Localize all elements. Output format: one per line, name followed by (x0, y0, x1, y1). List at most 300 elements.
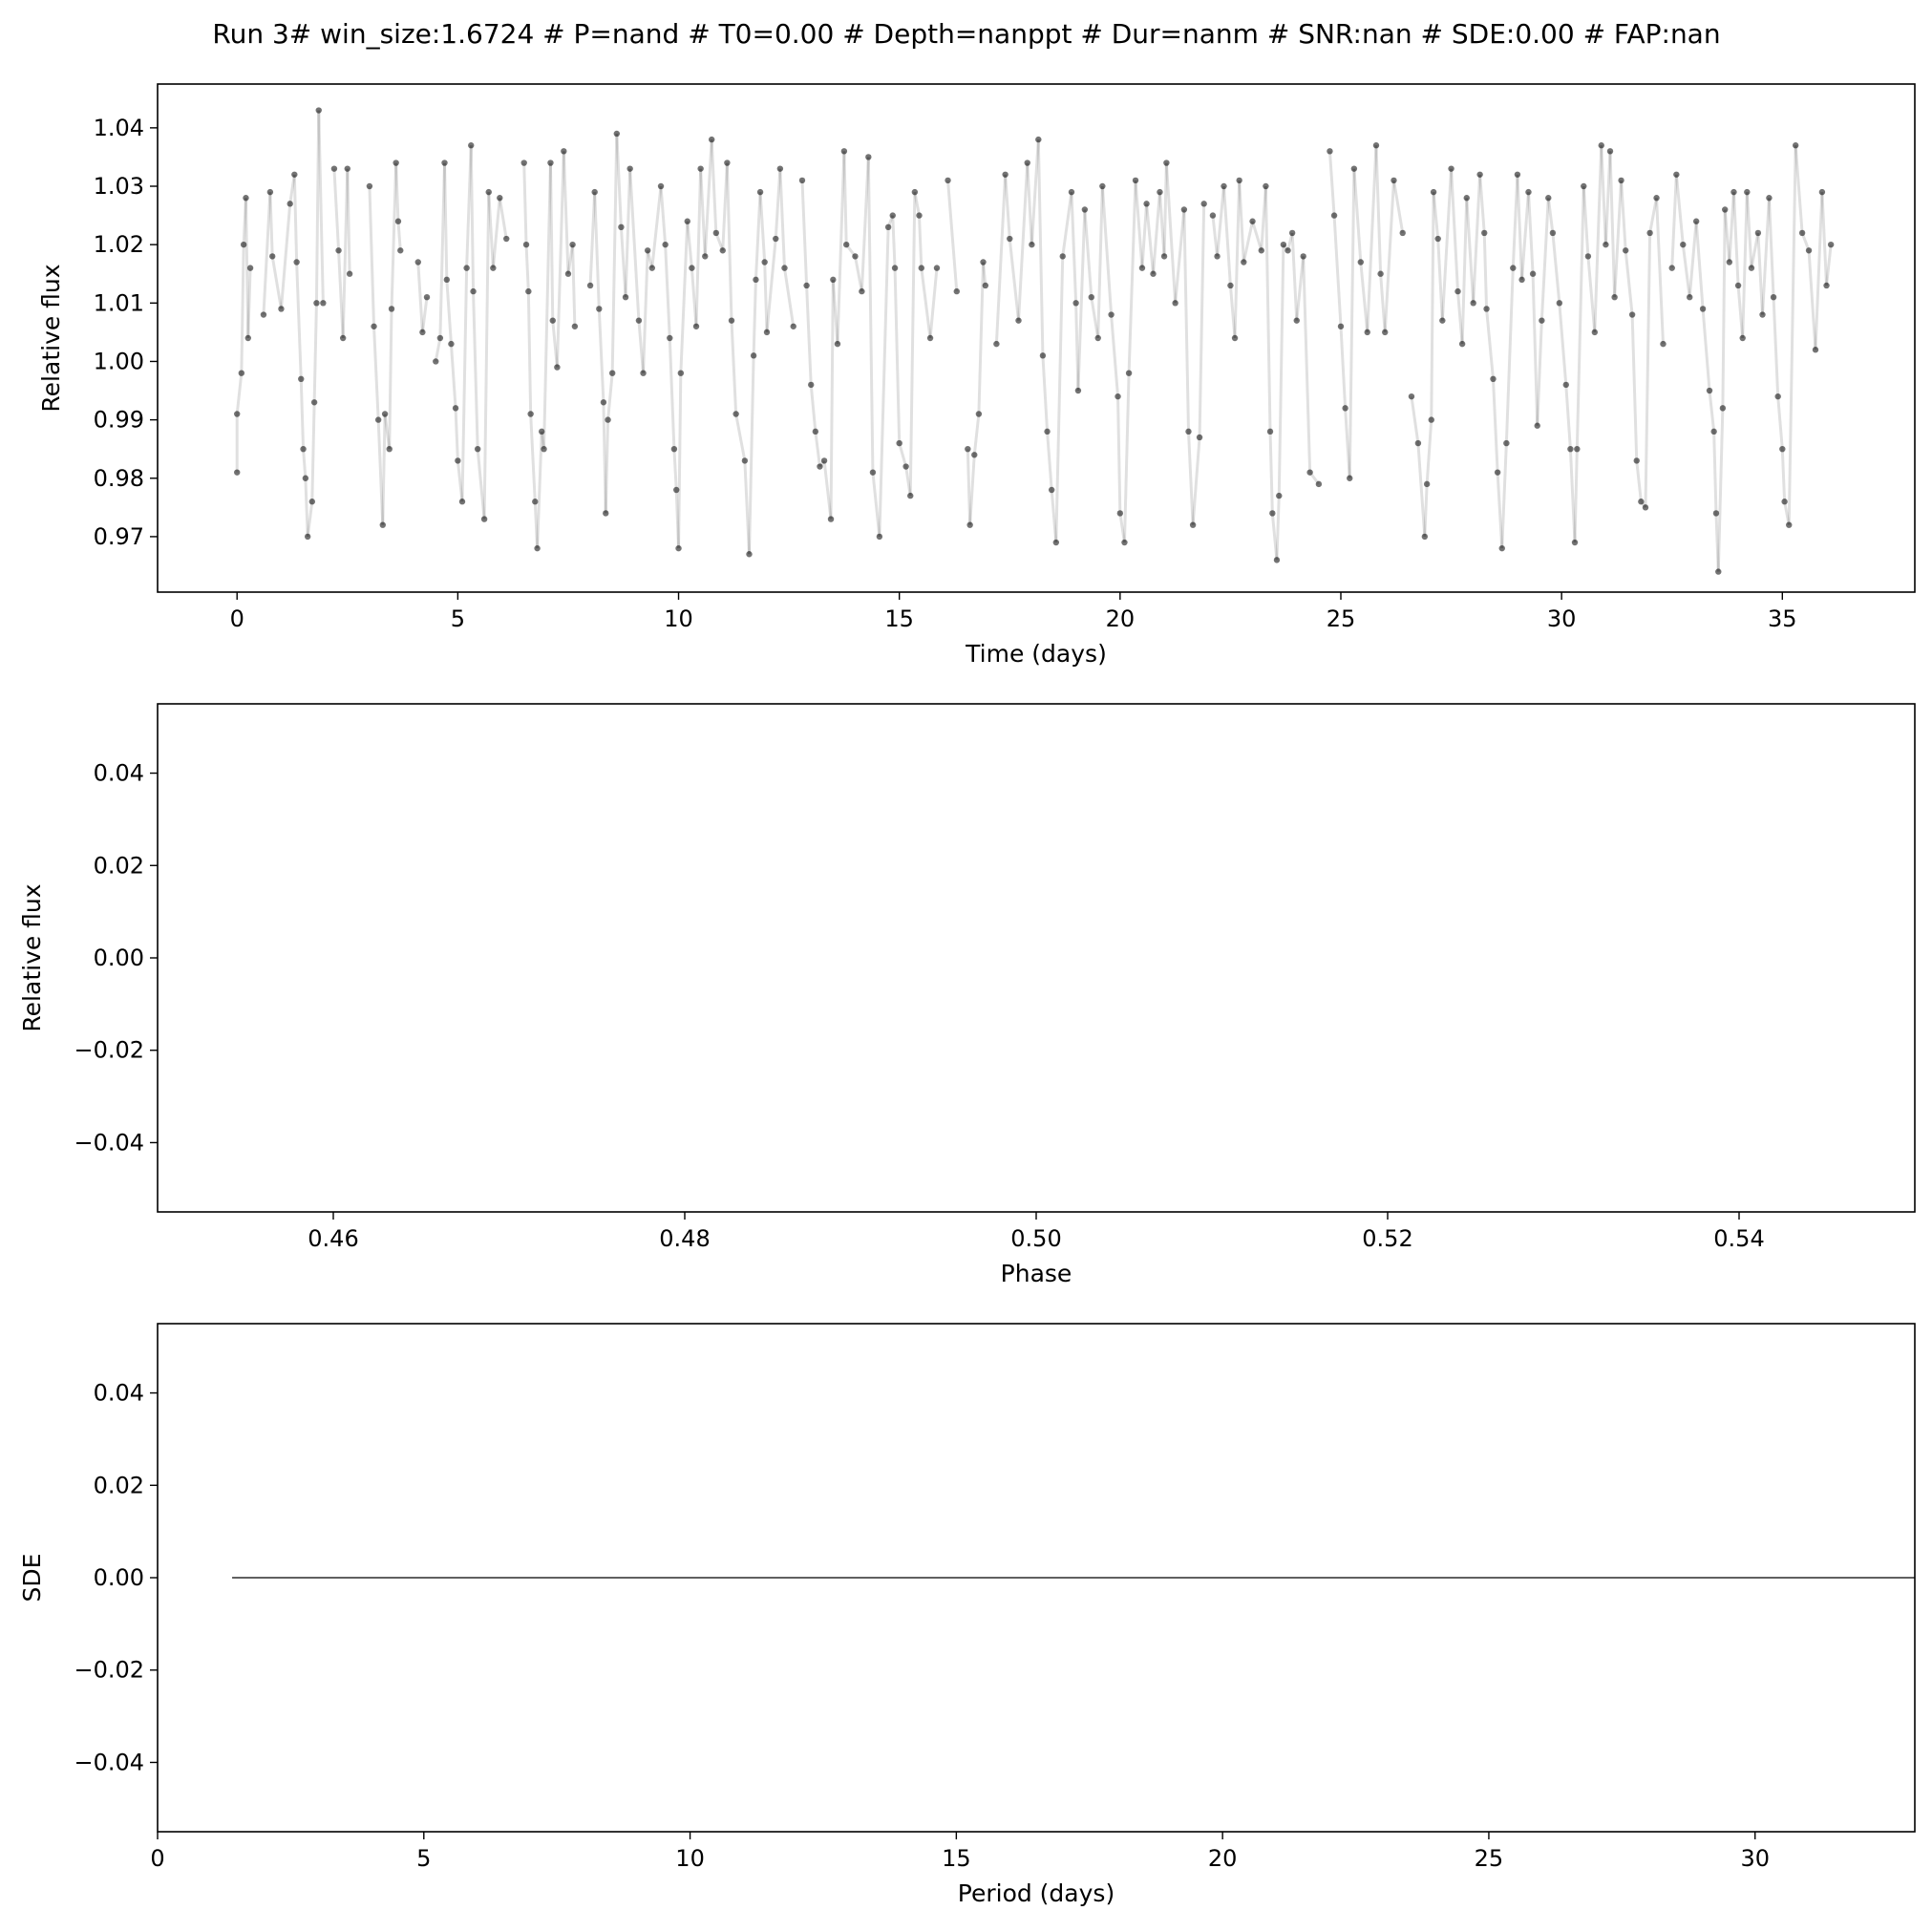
flux-data-point (1545, 195, 1551, 201)
flux-data-point (1503, 440, 1509, 446)
flux-trace-segment (557, 151, 563, 367)
flux-data-point (1720, 405, 1726, 411)
flux-data-point (720, 247, 726, 253)
flux-trace-segment (1009, 239, 1018, 321)
flux-trace-segment (1718, 408, 1723, 571)
flux-trace-segment (573, 244, 575, 327)
flux-data-point (1510, 265, 1516, 270)
flux-trace-segment (374, 327, 379, 420)
flux-data-point (424, 294, 430, 300)
flux-data-point (243, 195, 248, 201)
flux-data-point (841, 148, 847, 154)
flux-trace-segment (1541, 198, 1548, 320)
flux-data-point (572, 324, 578, 329)
flux-trace-segment (1528, 192, 1533, 274)
flux-trace-segment (612, 134, 617, 373)
light-curve-x-tick-label: 10 (664, 605, 693, 632)
flux-data-point (303, 476, 308, 481)
flux-data-point (689, 265, 694, 270)
flux-trace-segment (1672, 175, 1677, 268)
flux-data-point (1133, 178, 1138, 183)
flux-data-point (261, 311, 266, 317)
flux-data-point (1099, 183, 1105, 189)
flux-data-point (1108, 311, 1114, 317)
flux-data-point (843, 242, 849, 247)
flux-data-point (415, 259, 421, 265)
flux-trace-segment (1184, 209, 1189, 431)
flux-data-point (1550, 230, 1556, 236)
flux-data-point (1214, 253, 1220, 259)
phase-folded-x-axis-label: Phase (1000, 1260, 1072, 1287)
flux-trace-segment (272, 256, 281, 308)
flux-trace-segment (396, 163, 398, 222)
flux-data-point (1316, 481, 1322, 487)
flux-data-point (1638, 499, 1644, 504)
flux-data-point (1115, 393, 1120, 399)
flux-data-point (753, 277, 758, 283)
flux-trace-segment (1506, 268, 1513, 443)
flux-data-point (1060, 253, 1066, 259)
flux-data-point (673, 487, 679, 493)
flux-trace-segment (1136, 180, 1142, 268)
figure-title: Run 3# win_size:1.6724 # P=nand # T0=0.00 # Depth=nanppt # Dur=nanm # SNR:nan # SDE:0.00 # FAP:nan (212, 18, 1721, 50)
flux-data-point (1713, 510, 1719, 516)
flux-trace-segment (270, 192, 272, 256)
flux-trace-segment (1522, 192, 1529, 280)
flux-data-point (1089, 294, 1094, 300)
flux-data-point (835, 341, 840, 347)
flux-data-point (1095, 335, 1101, 341)
flux-data-point (803, 283, 809, 288)
flux-data-point (534, 545, 540, 551)
flux-data-point (1373, 142, 1379, 148)
flux-trace-segment (1218, 186, 1224, 256)
light-curve-y-tick-label: 1.00 (93, 348, 144, 375)
flux-data-point (455, 457, 460, 463)
flux-data-point (269, 253, 275, 259)
flux-data-point (1607, 148, 1613, 154)
flux-data-point (1300, 253, 1306, 259)
flux-trace-segment (1763, 198, 1770, 314)
flux-trace-segment (1235, 180, 1240, 338)
flux-trace-segment (1795, 145, 1802, 233)
flux-data-point (459, 499, 465, 504)
flux-trace-segment (524, 163, 526, 245)
flux-data-point (945, 178, 950, 183)
flux-data-point (983, 283, 988, 288)
flux-trace-segment (880, 227, 888, 537)
flux-trace-segment (608, 373, 613, 420)
flux-data-point (830, 277, 836, 283)
flux-trace-segment (666, 244, 670, 338)
flux-data-point (1710, 429, 1716, 435)
light-curve-x-axis-label: Time (days) (966, 640, 1107, 668)
periodogram-x-tick-label: 15 (942, 1845, 971, 1872)
flux-data-point (463, 265, 469, 270)
flux-data-point (1327, 148, 1332, 154)
flux-data-point (1294, 317, 1300, 323)
flux-data-point (934, 265, 940, 270)
light-curve-y-tick-label: 1.03 (93, 173, 144, 201)
flux-data-point (885, 224, 891, 230)
flux-data-point (1163, 159, 1169, 165)
flux-trace-segment (462, 268, 467, 502)
flux-data-point (1075, 388, 1081, 393)
flux-data-point (1429, 416, 1434, 422)
flux-trace-segment (242, 244, 244, 373)
flux-data-point (601, 399, 606, 405)
flux-trace-segment (1432, 192, 1433, 419)
phase-folded-x-tick-label: 0.50 (1010, 1225, 1062, 1252)
flux-trace-segment (294, 175, 296, 263)
flux-data-point (1515, 172, 1520, 178)
light-curve-x-tick-label: 15 (884, 605, 914, 632)
flux-trace-segment (910, 192, 915, 496)
flux-trace-segment (1279, 244, 1284, 496)
flux-data-point (1634, 457, 1640, 463)
flux-data-point (1680, 242, 1686, 247)
flux-data-point (1200, 201, 1206, 206)
flux-data-point (437, 335, 443, 341)
flux-data-point (1470, 300, 1476, 306)
flux-data-point (1306, 469, 1312, 475)
phase-folded-y-tick-label: −0.02 (74, 1036, 144, 1064)
flux-trace-segment (1773, 297, 1778, 396)
flux-data-point (658, 183, 664, 189)
flux-data-point (1611, 294, 1617, 300)
flux-data-point (1249, 219, 1255, 224)
flux-trace-segment (831, 280, 833, 520)
flux-trace-segment (1789, 145, 1795, 524)
flux-trace-segment (755, 192, 760, 280)
flux-trace-segment (1625, 250, 1632, 314)
phase-folded-x-tick-label: 0.46 (308, 1225, 359, 1252)
flux-data-point (799, 178, 805, 183)
flux-trace-segment (900, 443, 906, 466)
flux-trace-segment (563, 151, 568, 273)
flux-data-point (1646, 230, 1652, 236)
flux-data-point (345, 165, 350, 171)
flux-data-point (859, 288, 864, 294)
flux-data-point (305, 534, 310, 540)
flux-data-point (1431, 189, 1436, 195)
flux-data-point (1424, 481, 1430, 487)
flux-data-point (746, 551, 752, 557)
flux-trace-segment (1714, 432, 1716, 514)
flux-data-point (419, 329, 425, 335)
flux-data-point (907, 493, 913, 499)
flux-data-point (1687, 294, 1692, 300)
flux-data-point (1653, 195, 1659, 201)
flux-trace-segment (418, 263, 423, 332)
light-curve-x-tick-label: 25 (1326, 605, 1356, 632)
flux-data-point (475, 446, 480, 452)
flux-data-point (1015, 317, 1021, 323)
flux-trace-segment (1329, 151, 1334, 215)
flux-data-point (678, 370, 684, 375)
flux-trace-segment (784, 268, 793, 327)
flux-data-point (320, 300, 326, 306)
flux-trace-segment (1304, 256, 1310, 472)
flux-data-point (1819, 189, 1825, 195)
periodogram-panel (18, 1324, 1915, 1907)
flux-data-point (1481, 230, 1487, 236)
periodogram-y-axis-label: SDE (18, 1553, 46, 1603)
flux-data-point (1259, 247, 1264, 253)
flux-data-point (1082, 206, 1088, 212)
flux-data-point (1281, 242, 1286, 247)
phase-folded-y-tick-label: −0.04 (74, 1129, 144, 1157)
flux-trace-segment (644, 250, 648, 372)
flux-data-point (709, 137, 714, 142)
flux-data-point (1530, 271, 1536, 277)
flux-data-point (554, 364, 560, 370)
flux-data-point (764, 329, 770, 335)
light-curve-y-tick-label: 0.98 (93, 464, 144, 492)
flux-trace-segment (1782, 449, 1784, 501)
flux-trace-segment (1538, 321, 1542, 426)
phase-folded-x-tick-label: 0.52 (1362, 1225, 1413, 1252)
flux-trace-segment (493, 198, 499, 267)
flux-data-point (1660, 341, 1666, 347)
flux-data-point (503, 236, 509, 242)
flux-trace-segment (1560, 303, 1566, 385)
flux-trace-segment (1480, 175, 1485, 233)
flux-trace-segment (669, 338, 674, 449)
flux-trace-segment (474, 291, 478, 449)
flux-data-point (527, 411, 533, 416)
flux-trace-segment (696, 169, 701, 327)
flux-trace-segment (1809, 250, 1815, 350)
flux-trace-segment (996, 175, 1005, 344)
flux-trace-segment (550, 163, 552, 321)
flux-trace-segment (281, 203, 289, 308)
phase-folded-y-axis-label: Relative flux (18, 883, 46, 1032)
flux-trace-segment (314, 303, 316, 402)
flux-trace-segment (1048, 432, 1052, 490)
flux-data-point (371, 324, 376, 329)
flux-data-point (781, 265, 787, 270)
flux-trace-segment (1610, 151, 1615, 297)
flux-trace-segment (1277, 496, 1279, 560)
flux-trace-segment (630, 169, 639, 321)
flux-data-point (877, 534, 882, 540)
flux-trace-segment (301, 379, 303, 449)
flux-data-point (757, 189, 763, 195)
flux-trace-segment (1575, 449, 1577, 542)
flux-trace-segment (1487, 308, 1494, 378)
flux-data-point (1035, 137, 1041, 142)
flux-trace-segment (679, 373, 681, 548)
phase-folded-y-tick-label: 0.04 (93, 759, 144, 787)
flux-data-point (713, 230, 719, 236)
phase-folded-y-tick-label: 0.02 (93, 852, 144, 880)
flux-data-point (1828, 242, 1834, 247)
flux-data-point (1044, 429, 1050, 435)
flux-trace-segment (1723, 209, 1725, 408)
phase-folded-panel (18, 704, 1915, 1287)
phase-folded-x-tick-label: 0.54 (1713, 1225, 1765, 1252)
flux-trace-segment (1393, 180, 1402, 233)
flux-trace-segment (1038, 139, 1043, 355)
flux-data-point (550, 317, 556, 323)
periodogram-y-tick-label: −0.04 (74, 1749, 144, 1776)
flux-data-point (539, 429, 544, 435)
flux-data-point (525, 288, 531, 294)
periodogram-x-tick-label: 20 (1207, 1845, 1238, 1872)
flux-data-point (1331, 212, 1337, 218)
flux-data-point (1495, 469, 1500, 475)
flux-data-point (761, 259, 767, 265)
flux-data-point (1535, 423, 1540, 429)
flux-data-point (1771, 294, 1776, 300)
flux-data-point (1210, 212, 1216, 218)
flux-trace-segment (681, 222, 688, 373)
light-curve-panel (37, 84, 1915, 668)
flux-trace-segment (1743, 192, 1748, 338)
flux-data-point (1409, 393, 1414, 399)
flux-data-point (541, 446, 546, 452)
flux-trace-segment (1769, 198, 1773, 297)
flux-data-point (1618, 178, 1624, 183)
periodogram-x-tick-label: 10 (675, 1845, 705, 1872)
flux-data-point (393, 159, 398, 165)
flux-data-point (241, 242, 246, 247)
flux-trace-segment (1334, 216, 1341, 327)
flux-trace-segment (1418, 443, 1425, 537)
flux-data-point (1707, 388, 1712, 393)
flux-trace-segment (754, 280, 755, 355)
flux-data-point (569, 242, 575, 247)
flux-data-point (1190, 521, 1196, 527)
flux-data-point (1236, 178, 1242, 183)
flux-data-point (742, 457, 748, 463)
flux-trace-segment (1645, 233, 1650, 507)
flux-data-point (1274, 557, 1280, 563)
flux-data-point (890, 212, 896, 218)
flux-data-point (1766, 195, 1772, 201)
flux-data-point (1029, 242, 1034, 247)
light-curve-x-tick-label: 0 (229, 605, 244, 632)
flux-data-point (311, 399, 317, 405)
light-curve-y-tick-label: 0.97 (93, 522, 144, 550)
flux-data-point (965, 446, 970, 452)
flux-data-point (1221, 183, 1226, 189)
flux-data-point (331, 165, 337, 171)
light-curve-x-tick-label: 35 (1768, 605, 1797, 632)
flux-data-point (313, 300, 319, 306)
flux-data-point (523, 242, 529, 247)
light-curve-x-tick-label: 30 (1546, 605, 1577, 632)
phase-folded-y-tick-label: 0.00 (93, 945, 144, 971)
flux-trace-segment (1412, 396, 1418, 443)
flux-data-point (380, 521, 386, 527)
flux-data-point (1539, 317, 1544, 323)
flux-trace-segment (383, 414, 385, 524)
light-curve-plot-area (234, 107, 1834, 574)
flux-trace-segment (447, 280, 452, 344)
flux-data-point (547, 159, 553, 165)
flux-trace-segment (1085, 209, 1092, 297)
flux-trace-segment (868, 157, 873, 472)
flux-data-point (1574, 446, 1580, 452)
flux-data-point (1227, 283, 1233, 288)
flux-data-point (387, 446, 393, 452)
flux-data-point (1744, 189, 1750, 195)
flux-data-point (1585, 253, 1591, 259)
flux-trace-segment (297, 263, 302, 379)
flux-trace-segment (617, 134, 622, 227)
flux-trace-segment (544, 163, 551, 450)
flux-trace-segment (1747, 192, 1752, 267)
light-curve-y-axis-label: Relative flux (37, 264, 65, 413)
flux-data-point (636, 317, 642, 323)
flux-data-point (1121, 540, 1127, 545)
flux-trace-segment (237, 373, 242, 414)
flux-data-point (234, 411, 240, 416)
periodogram-x-tick-label: 5 (416, 1845, 432, 1872)
flux-data-point (724, 159, 730, 165)
flux-trace-segment (705, 139, 711, 256)
flux-data-point (1157, 189, 1162, 195)
flux-data-point (609, 370, 615, 375)
flux-data-point (773, 236, 778, 242)
flux-trace-segment (1632, 315, 1637, 461)
flux-trace-segment (661, 186, 666, 244)
flux-data-point (340, 335, 346, 341)
flux-trace-segment (1689, 222, 1696, 297)
flux-data-point (1669, 265, 1675, 270)
flux-trace-segment (1442, 169, 1451, 321)
flux-data-point (902, 463, 908, 469)
flux-data-point (919, 265, 924, 270)
flux-trace-segment (1583, 186, 1588, 256)
flux-trace-segment (264, 192, 270, 314)
flux-data-point (892, 265, 898, 270)
flux-trace-segment (1361, 263, 1368, 332)
flux-data-point (702, 253, 708, 259)
flux-trace-segment (1078, 209, 1085, 391)
flux-data-point (1002, 172, 1008, 178)
flux-data-point (1025, 159, 1030, 165)
flux-data-point (591, 189, 597, 195)
flux-data-point (375, 416, 381, 422)
flux-trace-segment (1676, 175, 1683, 244)
flux-data-point (1518, 277, 1524, 283)
flux-trace-segment (1368, 145, 1376, 332)
flux-data-point (1557, 300, 1562, 306)
flux-data-point (1267, 429, 1273, 435)
flux-trace-segment (1533, 274, 1538, 426)
flux-data-point (441, 159, 447, 165)
flux-data-point (1730, 189, 1736, 195)
flux-trace-segment (1462, 198, 1467, 344)
flux-data-point (1781, 499, 1787, 504)
flux-data-point (1400, 230, 1406, 236)
flux-trace-segment (1622, 180, 1626, 250)
flux-trace-segment (1577, 186, 1583, 449)
flux-trace-segment (370, 186, 374, 327)
flux-data-point (234, 469, 240, 475)
flux-trace-segment (392, 163, 396, 309)
flux-data-point (367, 183, 372, 189)
flux-trace-segment (605, 420, 607, 514)
flux-data-point (1643, 504, 1648, 510)
flux-trace-segment (816, 432, 820, 467)
flux-data-point (813, 429, 818, 435)
flux-trace-segment (398, 222, 400, 251)
flux-trace-segment (1518, 175, 1522, 280)
